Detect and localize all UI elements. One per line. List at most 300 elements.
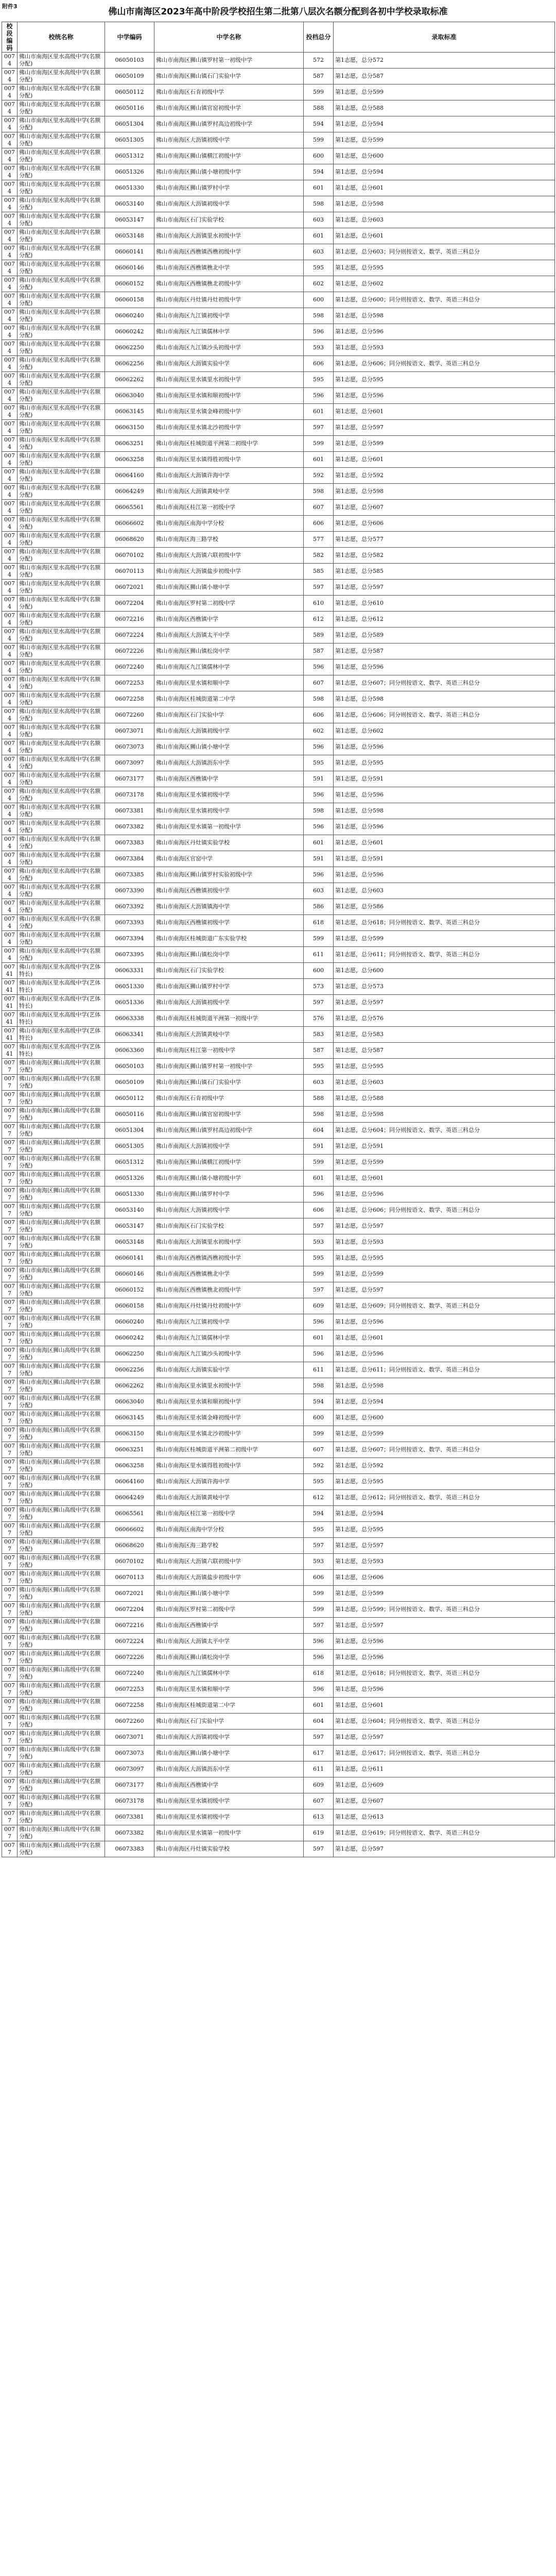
cell-total-score: 595 — [304, 1474, 334, 1490]
table-row — [2, 484, 555, 500]
table-row — [2, 1266, 555, 1282]
cell-middle-code: 06070102 — [105, 548, 154, 564]
cell-standard: 第1志愿，总分597 — [334, 420, 555, 436]
cell-standard: 第1志愿，总分597 — [334, 1282, 555, 1298]
cell-total-score: 595 — [304, 1522, 334, 1538]
cell-middle-name: 佛山市南海区大沥镇黄岐中学 — [154, 1490, 304, 1506]
table-row — [2, 1362, 555, 1378]
cell-school-name: 佛山市南海区狮山高级中学(名额分配) — [18, 1522, 105, 1538]
cell-middle-code: 06065561 — [105, 500, 154, 516]
cell-standard: 第1志愿，总分611；同分则按语文、数学、英语三科总分 — [334, 1362, 555, 1378]
cell-middle-name: 佛山市南海区大沥镇实验中学 — [154, 1362, 304, 1378]
cell-middle-name: 佛山市南海区大沥镇初级中学 — [154, 995, 304, 1011]
cell-standard: 第1志愿，总分587 — [334, 1043, 555, 1059]
cell-total-score: 583 — [304, 1027, 334, 1043]
cell-school-code: 0074 — [2, 164, 18, 180]
cell-middle-name: 佛山市南海区大沥镇初级中学 — [154, 132, 304, 148]
cell-school-code: 0074 — [2, 308, 18, 324]
cell-school-name: 佛山市南海区狮山高级中学(名额分配) — [18, 1091, 105, 1107]
cell-total-score: 601 — [304, 404, 334, 420]
table-row — [2, 1602, 555, 1618]
cell-standard: 第1志愿，总分592 — [334, 1458, 555, 1474]
cell-school-code: 0077 — [2, 1171, 18, 1187]
cell-middle-name: 佛山市南海区里水镇里水初级中学 — [154, 372, 304, 388]
cell-total-score: 598 — [304, 196, 334, 212]
cell-middle-name: 佛山市南海区海三路学校 — [154, 1538, 304, 1554]
cell-middle-code: 06073382 — [105, 819, 154, 835]
cell-middle-name: 佛山市南海区西樵镇中学 — [154, 1777, 304, 1793]
cell-school-code: 0074 — [2, 340, 18, 356]
cell-middle-name: 佛山市南海区大沥镇初级中学 — [154, 1139, 304, 1155]
cell-school-code: 0077 — [2, 1538, 18, 1554]
cell-total-score: 602 — [304, 276, 334, 292]
header-middle-name: 中学名称 — [154, 22, 304, 53]
table-row — [2, 787, 555, 803]
cell-school-code: 0074 — [2, 659, 18, 675]
cell-school-name: 佛山市南海区里水高级中学(名额分配) — [18, 931, 105, 947]
cell-middle-name: 佛山市南海区大沥镇沥东中学 — [154, 755, 304, 771]
cell-middle-code: 06073178 — [105, 787, 154, 803]
cell-standard: 第1志愿，总分593 — [334, 1234, 555, 1250]
cell-middle-name: 佛山市南海区西樵镇中学 — [154, 612, 304, 628]
cell-total-score: 596 — [304, 388, 334, 404]
cell-standard: 第1志愿，总分596 — [334, 787, 555, 803]
cell-middle-name: 佛山市南海区桂城街道广东实验学校 — [154, 931, 304, 947]
table-row — [2, 612, 555, 628]
cell-middle-code: 06060240 — [105, 1314, 154, 1330]
table-row — [2, 1634, 555, 1650]
cell-middle-code: 06051312 — [105, 1155, 154, 1171]
cell-school-name: 佛山市南海区狮山高级中学(名额分配) — [18, 1171, 105, 1187]
cell-total-score: 600 — [304, 963, 334, 979]
cell-school-code: 0077 — [2, 1155, 18, 1171]
cell-middle-name: 佛山市南海区桂江第一初级中学 — [154, 1043, 304, 1059]
cell-school-code: 0077 — [2, 1745, 18, 1761]
table-row — [2, 1618, 555, 1634]
cell-middle-code: 06060158 — [105, 1298, 154, 1314]
cell-school-code: 0074 — [2, 452, 18, 468]
cell-school-name: 佛山市南海区狮山高级中学(名额分配) — [18, 1841, 105, 1857]
cell-middle-name: 佛山市南海区九江镇儒林中学 — [154, 1666, 304, 1682]
table-row — [2, 899, 555, 915]
cell-middle-code: 06073178 — [105, 1793, 154, 1809]
table-row — [2, 1809, 555, 1825]
cell-standard: 第1志愿，总分588 — [334, 1091, 555, 1107]
cell-total-score: 596 — [304, 739, 334, 755]
cell-total-score: 609 — [304, 1777, 334, 1793]
cell-standard: 第1志愿，总分583 — [334, 1027, 555, 1043]
cell-total-score: 591 — [304, 1139, 334, 1155]
cell-school-name: 佛山市南海区里水高级中学(名额分配) — [18, 308, 105, 324]
cell-total-score: 587 — [304, 643, 334, 659]
cell-middle-name: 佛山市南海区罗村第二初级中学 — [154, 1602, 304, 1618]
cell-middle-code: 06060152 — [105, 276, 154, 292]
cell-standard: 第1志愿，总分591 — [334, 771, 555, 787]
cell-middle-code: 06073097 — [105, 1761, 154, 1777]
cell-middle-code: 06072258 — [105, 1698, 154, 1714]
cell-school-name: 佛山市南海区里水高级中学(名额分配) — [18, 484, 105, 500]
cell-school-code: 0077 — [2, 1250, 18, 1266]
cell-middle-code: 06051312 — [105, 148, 154, 164]
cell-total-score: 601 — [304, 835, 334, 851]
cell-middle-name: 佛山市南海区里水镇初级中学 — [154, 1809, 304, 1825]
cell-middle-name: 佛山市南海区西樵镇樵北中学 — [154, 1266, 304, 1282]
cell-middle-code: 06073381 — [105, 1809, 154, 1825]
cell-total-score: 577 — [304, 532, 334, 548]
cell-middle-name: 佛山市南海区大沥镇六联初级中学 — [154, 548, 304, 564]
table-row — [2, 1011, 555, 1027]
cell-middle-name: 佛山市南海区石肯初级中学 — [154, 84, 304, 100]
cell-school-name: 佛山市南海区狮山高级中学(名额分配) — [18, 1426, 105, 1442]
cell-total-score: 587 — [304, 69, 334, 84]
cell-school-name: 佛山市南海区狮山高级中学(名额分配) — [18, 1075, 105, 1091]
cell-standard: 第1志愿，总分597 — [334, 580, 555, 596]
cell-standard: 第1志愿，总分604；同分则按语文、数学、英语三科总分 — [334, 1123, 555, 1139]
cell-middle-code: 06051305 — [105, 1139, 154, 1155]
cell-standard: 第1志愿，总分591 — [334, 1139, 555, 1155]
table-row — [2, 324, 555, 340]
cell-middle-name: 佛山市南海区大沥镇六联初级中学 — [154, 1554, 304, 1570]
table-row — [2, 1171, 555, 1187]
cell-standard: 第1志愿，总分598 — [334, 308, 555, 324]
cell-school-name: 佛山市南海区里水高级中学(名额分配) — [18, 755, 105, 771]
cell-school-name: 佛山市南海区狮山高级中学(名额分配) — [18, 1761, 105, 1777]
cell-school-name: 佛山市南海区里水高级中学(名额分配) — [18, 164, 105, 180]
cell-middle-name: 佛山市南海区大沥镇初级中学 — [154, 1730, 304, 1745]
table-row — [2, 132, 555, 148]
cell-standard: 第1志愿，总分609；同分则按语文、数学、英语三科总分 — [334, 1298, 555, 1314]
cell-standard: 第1志愿，总分596 — [334, 867, 555, 883]
cell-middle-code: 06070102 — [105, 1554, 154, 1570]
cell-standard: 第1志愿，总分597 — [334, 1618, 555, 1634]
table-row — [2, 771, 555, 787]
cell-school-code: 0077 — [2, 1554, 18, 1570]
cell-school-code: 0077 — [2, 1666, 18, 1682]
cell-standard: 第1志愿，总分594 — [334, 164, 555, 180]
cell-school-name: 佛山市南海区狮山高级中学(名额分配) — [18, 1123, 105, 1139]
cell-standard: 第1志愿，总分596 — [334, 739, 555, 755]
cell-middle-name: 佛山市南海区里水镇和顺初级中学 — [154, 1394, 304, 1410]
cell-middle-name: 佛山市南海区九江镇沙头初级中学 — [154, 340, 304, 356]
cell-middle-name: 佛山市南海区狮山镇小塘中学 — [154, 580, 304, 596]
cell-school-name: 佛山市南海区狮山高级中学(名额分配) — [18, 1107, 105, 1123]
cell-middle-name: 佛山市南海区狮山镇小塘中学 — [154, 1745, 304, 1761]
cell-school-code: 0077 — [2, 1282, 18, 1298]
cell-middle-code: 06062256 — [105, 356, 154, 372]
cell-middle-code: 06073395 — [105, 947, 154, 963]
cell-middle-code: 06062256 — [105, 1362, 154, 1378]
cell-total-score: 606 — [304, 356, 334, 372]
cell-middle-name: 佛山市南海区桂城街道平洲第二初级中学 — [154, 1442, 304, 1458]
cell-middle-code: 06072240 — [105, 1666, 154, 1682]
cell-total-score: 600 — [304, 292, 334, 308]
cell-school-code: 0077 — [2, 1362, 18, 1378]
cell-school-name: 佛山市南海区里水高级中学(名额分配) — [18, 388, 105, 404]
cell-standard: 第1志愿，总分599 — [334, 931, 555, 947]
cell-middle-code: 06070113 — [105, 564, 154, 580]
cell-standard: 第1志愿，总分595 — [334, 1059, 555, 1075]
cell-middle-code: 06051326 — [105, 1171, 154, 1187]
cell-middle-code: 06064160 — [105, 1474, 154, 1490]
cell-school-name: 佛山市南海区里水高级中学(名额分配) — [18, 244, 105, 260]
cell-middle-code: 06063145 — [105, 404, 154, 420]
cell-middle-code: 06072253 — [105, 1682, 154, 1698]
cell-total-score: 597 — [304, 1841, 334, 1857]
cell-school-name: 佛山市南海区狮山高级中学(名额分配) — [18, 1410, 105, 1426]
cell-middle-name: 佛山市南海区狮山镇官窑初级中学 — [154, 1107, 304, 1123]
cell-middle-name: 佛山市南海区丹灶镇丹灶初级中学 — [154, 292, 304, 308]
cell-total-score: 613 — [304, 1809, 334, 1825]
cell-middle-name: 佛山市南海区石门实验中学 — [154, 707, 304, 723]
table-row — [2, 1490, 555, 1506]
cell-school-name: 佛山市南海区狮山高级中学(名额分配) — [18, 1378, 105, 1394]
cell-standard: 第1志愿，总分591 — [334, 851, 555, 867]
cell-school-name: 佛山市南海区狮山高级中学(名额分配) — [18, 1266, 105, 1282]
cell-school-name: 佛山市南海区里水高级中学(名额分配) — [18, 739, 105, 755]
cell-middle-code: 06064160 — [105, 468, 154, 484]
cell-school-name: 佛山市南海区里水高级中学(名额分配) — [18, 116, 105, 132]
table-row — [2, 1075, 555, 1091]
cell-school-name: 佛山市南海区狮山高级中学(名额分配) — [18, 1314, 105, 1330]
cell-middle-name: 佛山市南海区九江镇初级中学 — [154, 308, 304, 324]
table-row — [2, 452, 555, 468]
cell-middle-name: 佛山市南海区狮山镇松岗中学 — [154, 1650, 304, 1666]
cell-total-score: 603 — [304, 1075, 334, 1091]
cell-total-score: 599 — [304, 1155, 334, 1171]
cell-total-score: 593 — [304, 340, 334, 356]
header-total-score: 投档总分 — [304, 22, 334, 53]
cell-school-code: 0077 — [2, 1761, 18, 1777]
cell-middle-name: 佛山市南海区狮山镇松岗中学 — [154, 643, 304, 659]
table-row — [2, 148, 555, 164]
table-row — [2, 1155, 555, 1171]
cell-middle-name: 佛山市南海区里水镇和顺中学 — [154, 675, 304, 691]
cell-school-code: 0077 — [2, 1091, 18, 1107]
cell-school-name: 佛山市南海区里水高级中学(名额分配) — [18, 468, 105, 484]
cell-middle-name: 佛山市南海区丹灶镇实验学校 — [154, 835, 304, 851]
cell-school-code: 0077 — [2, 1698, 18, 1714]
cell-school-name: 佛山市南海区里水高级中学(艺体特长) — [18, 979, 105, 995]
cell-middle-code: 06053140 — [105, 1202, 154, 1218]
cell-school-code: 0077 — [2, 1458, 18, 1474]
cell-school-code: 0077 — [2, 1314, 18, 1330]
cell-standard: 第1志愿，总分601 — [334, 1698, 555, 1714]
table-row — [2, 1841, 555, 1857]
cell-total-score: 609 — [304, 1298, 334, 1314]
cell-standard: 第1志愿，总分595 — [334, 1474, 555, 1490]
cell-middle-code: 06062262 — [105, 372, 154, 388]
cell-standard: 第1志愿，总分611；同分则按语文、数学、英语三科总分 — [334, 947, 555, 963]
table-row — [2, 1777, 555, 1793]
table-row — [2, 1426, 555, 1442]
cell-middle-name: 佛山市南海区西樵镇中学 — [154, 771, 304, 787]
cell-total-score: 606 — [304, 1570, 334, 1586]
cell-standard: 第1志愿，总分597 — [334, 1841, 555, 1857]
cell-total-score: 594 — [304, 164, 334, 180]
cell-school-code: 0077 — [2, 1634, 18, 1650]
cell-school-name: 佛山市南海区狮山高级中学(名额分配) — [18, 1474, 105, 1490]
cell-school-name: 佛山市南海区里水高级中学(名额分配) — [18, 564, 105, 580]
cell-middle-name: 佛山市南海区狮山镇罗村中学 — [154, 1187, 304, 1202]
cell-standard: 第1志愿，总分577 — [334, 532, 555, 548]
cell-middle-name: 佛山市南海区狮山镇罗村第一初级中学 — [154, 1059, 304, 1075]
cell-middle-name: 佛山市南海区里水镇和顺中学 — [154, 1682, 304, 1698]
cell-middle-name: 佛山市南海区石肯初级中学 — [154, 1091, 304, 1107]
cell-total-score: 599 — [304, 132, 334, 148]
cell-school-code: 0074 — [2, 468, 18, 484]
cell-middle-name: 佛山市南海区大沥镇黄岐中学 — [154, 484, 304, 500]
table-row — [2, 995, 555, 1011]
table-row — [2, 1825, 555, 1841]
table-row — [2, 580, 555, 596]
cell-middle-name: 佛山市南海区大沥镇镇海中学 — [154, 899, 304, 915]
cell-middle-code: 06073073 — [105, 739, 154, 755]
cell-middle-code: 06062262 — [105, 1378, 154, 1394]
cell-middle-name: 佛山市南海区狮山镇罗村高边初级中学 — [154, 1123, 304, 1139]
cell-school-code: 00741 — [2, 995, 18, 1011]
cell-middle-code: 06064249 — [105, 1490, 154, 1506]
cell-middle-name: 佛山市南海区大沥镇初级中学 — [154, 1202, 304, 1218]
table-row — [2, 356, 555, 372]
cell-school-name: 佛山市南海区狮山高级中学(名额分配) — [18, 1730, 105, 1745]
cell-middle-name: 佛山市南海区桂城街道平洲第一初级中学 — [154, 1011, 304, 1027]
cell-total-score: 602 — [304, 723, 334, 739]
cell-middle-code: 06073097 — [105, 755, 154, 771]
cell-school-code: 0074 — [2, 931, 18, 947]
cell-school-code: 0077 — [2, 1123, 18, 1139]
table-row — [2, 1410, 555, 1426]
table-row — [2, 1043, 555, 1059]
table-row — [2, 1218, 555, 1234]
table-row — [2, 516, 555, 532]
cell-middle-code: 06073384 — [105, 851, 154, 867]
cell-middle-code: 06072226 — [105, 1650, 154, 1666]
cell-total-score: 611 — [304, 947, 334, 963]
cell-middle-name: 佛山市南海区狮山镇石门实验中学 — [154, 69, 304, 84]
cell-total-score: 606 — [304, 1202, 334, 1218]
cell-standard: 第1志愿，总分599 — [334, 1266, 555, 1282]
cell-total-score: 582 — [304, 548, 334, 564]
cell-standard: 第1志愿，总分576 — [334, 1011, 555, 1027]
cell-school-code: 00741 — [2, 979, 18, 995]
cell-standard: 第1志愿，总分601 — [334, 1171, 555, 1187]
cell-middle-name: 佛山市南海区里水镇和顺初级中学 — [154, 388, 304, 404]
cell-school-code: 0077 — [2, 1298, 18, 1314]
cell-total-score: 596 — [304, 1346, 334, 1362]
cell-school-code: 0077 — [2, 1570, 18, 1586]
cell-total-score: 600 — [304, 148, 334, 164]
cell-middle-code: 06050109 — [105, 1075, 154, 1091]
cell-standard: 第1志愿，总分603 — [334, 212, 555, 228]
cell-school-code: 0074 — [2, 835, 18, 851]
cell-standard: 第1志愿，总分619；同分则按语文、数学、英语三科总分 — [334, 1825, 555, 1841]
cell-standard: 第1志愿，总分596 — [334, 1634, 555, 1650]
table-row — [2, 196, 555, 212]
cell-school-code: 0074 — [2, 643, 18, 659]
cell-standard: 第1志愿，总分601 — [334, 228, 555, 244]
cell-total-score: 591 — [304, 771, 334, 787]
cell-total-score: 596 — [304, 1650, 334, 1666]
cell-total-score: 596 — [304, 867, 334, 883]
cell-school-name: 佛山市南海区里水高级中学(名额分配) — [18, 803, 105, 819]
table-row — [2, 947, 555, 963]
cell-standard: 第1志愿，总分600 — [334, 148, 555, 164]
cell-middle-code: 06073381 — [105, 803, 154, 819]
cell-standard: 第1志愿，总分612；同分则按语文、数学、英语三科总分 — [334, 1490, 555, 1506]
cell-school-code: 0074 — [2, 372, 18, 388]
cell-school-code: 0074 — [2, 691, 18, 707]
header-school-name: 校统名称 — [18, 22, 105, 53]
cell-total-score: 596 — [304, 1314, 334, 1330]
cell-standard: 第1志愿，总分596 — [334, 1682, 555, 1698]
cell-standard: 第1志愿，总分595 — [334, 372, 555, 388]
table-row — [2, 1346, 555, 1362]
cell-school-name: 佛山市南海区狮山高级中学(名额分配) — [18, 1202, 105, 1218]
table-row — [2, 1666, 555, 1682]
cell-standard: 第1志愿，总分597 — [334, 995, 555, 1011]
cell-total-score: 599 — [304, 1586, 334, 1602]
cell-school-code: 0074 — [2, 851, 18, 867]
cell-middle-name: 佛山市南海区大沥镇里水初级中学 — [154, 228, 304, 244]
cell-standard: 第1志愿，总分606 — [334, 1570, 555, 1586]
table-row — [2, 835, 555, 851]
cell-school-name: 佛山市南海区狮山高级中学(名额分配) — [18, 1618, 105, 1634]
cell-middle-name: 佛山市南海区桂城街道第二中学 — [154, 691, 304, 707]
cell-school-code: 00741 — [2, 963, 18, 979]
cell-school-name: 佛山市南海区里水高级中学(名额分配) — [18, 452, 105, 468]
cell-school-code: 0074 — [2, 516, 18, 532]
cell-school-code: 0077 — [2, 1330, 18, 1346]
cell-school-name: 佛山市南海区里水高级中学(名额分配) — [18, 532, 105, 548]
cell-total-score: 589 — [304, 628, 334, 643]
cell-school-name: 佛山市南海区里水高级中学(名额分配) — [18, 580, 105, 596]
cell-school-name: 佛山市南海区狮山高级中学(名额分配) — [18, 1139, 105, 1155]
cell-school-code: 0077 — [2, 1394, 18, 1410]
table-row — [2, 931, 555, 947]
cell-school-name: 佛山市南海区里水高级中学(名额分配) — [18, 915, 105, 931]
cell-standard: 第1志愿，总分589 — [334, 628, 555, 643]
table-row — [2, 564, 555, 580]
cell-total-score: 619 — [304, 1825, 334, 1841]
cell-middle-code: 06072226 — [105, 643, 154, 659]
cell-school-code: 0077 — [2, 1202, 18, 1218]
cell-middle-name: 佛山市南海区狮山镇小塘初级中学 — [154, 1171, 304, 1187]
table-row — [2, 532, 555, 548]
cell-school-code: 0074 — [2, 116, 18, 132]
cell-school-code: 0074 — [2, 84, 18, 100]
cell-total-score: 596 — [304, 787, 334, 803]
cell-middle-name: 佛山市南海区官窑中学 — [154, 851, 304, 867]
cell-total-score: 618 — [304, 915, 334, 931]
table-row — [2, 372, 555, 388]
cell-total-score: 617 — [304, 1745, 334, 1761]
cell-school-code: 0074 — [2, 244, 18, 260]
cell-standard: 第1志愿，总分607 — [334, 1793, 555, 1809]
cell-standard: 第1志愿，总分607 — [334, 500, 555, 516]
cell-middle-code: 06053147 — [105, 212, 154, 228]
cell-middle-name: 佛山市南海区里水镇里水初级中学 — [154, 1378, 304, 1394]
cell-total-score: 592 — [304, 1458, 334, 1474]
cell-middle-code: 06060240 — [105, 308, 154, 324]
cell-standard: 第1志愿，总分598 — [334, 196, 555, 212]
cell-middle-name: 佛山市南海区桂城街道平洲第二初级中学 — [154, 436, 304, 452]
cell-total-score: 596 — [304, 1682, 334, 1698]
cell-middle-name: 佛山市南海区大沥镇初级中学 — [154, 196, 304, 212]
cell-middle-name: 佛山市南海区西樵镇初级中学 — [154, 915, 304, 931]
cell-standard: 第1志愿，总分599 — [334, 1426, 555, 1442]
table-row — [2, 803, 555, 819]
cell-middle-code: 06050103 — [105, 53, 154, 69]
